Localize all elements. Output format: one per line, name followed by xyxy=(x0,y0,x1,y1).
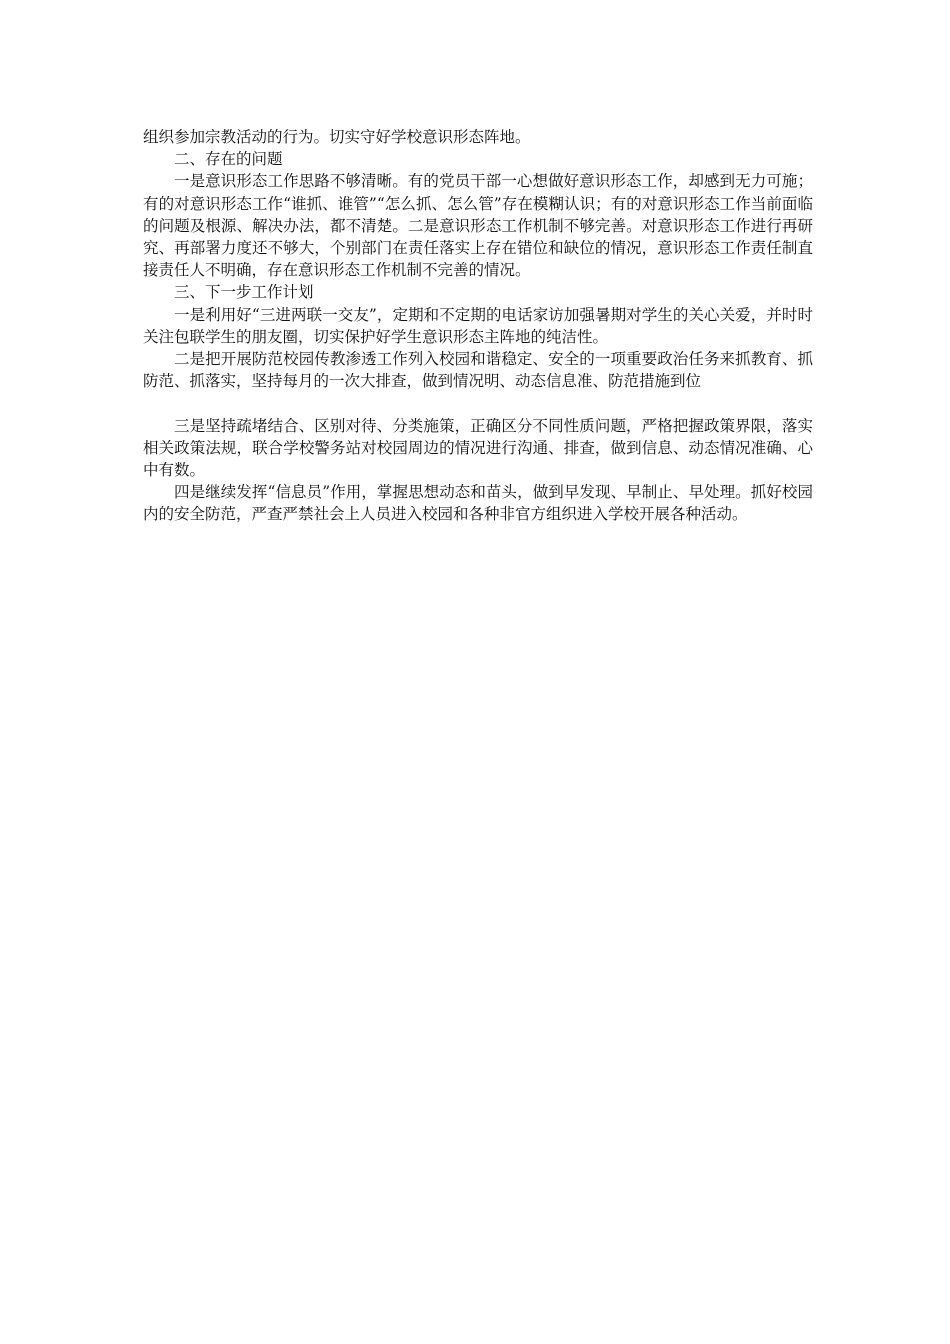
blank-line xyxy=(143,392,813,414)
paragraph-plan-3: 三是坚持疏堵结合、区别对待、分类施策，正确区分不同性质问题，严格把握政策界限，落实相关政策法规，联合学校警务站对校园周边的情况进行沟通、排查，做到信息、动态情况准确、心中有数。 xyxy=(143,416,813,480)
paragraph-plan-4: 四是继续发挥“信息员”作用，掌握思想动态和苗头，做到早发现、早制止、早处理。抓好校园内的安全防范，严查严禁社会上人员进入校园和各种非官方组织进入学校开展各种活动。 xyxy=(143,483,813,524)
section-heading-next-steps: 三、下一步工作计划 xyxy=(174,283,314,302)
paragraph-plan-2: 二是把开展防范校园传教渗透工作列入校园和谐稳定、安全的一项重要政治任务来抓教育、抓防范、抓落实，坚持每月的一次大排查，做到情况明、动态信息准、防范措施到位 xyxy=(143,350,813,391)
document-body xyxy=(143,126,813,526)
paragraph-continuation: 组织参加宗教活动的行为。切实守好学校意识形态阵地。 xyxy=(143,128,531,146)
section-heading-problems: 二、存在的问题 xyxy=(174,150,283,169)
paragraph-problems: 一是意识形态工作思路不够清晰。有的党员干部一心想做好意识形态工作，却感到无力可施；有的对意识形态工作“谁抓、谁管”“怎么抓、怎么管”存在模糊认识；有的对意识形态工作当前面临的问题及根源、解决办法，都不清楚。二是意识形态工作机制不够完善。对意识形态工作进行再研究、再部署力度还不够大，个别部门在责任落实上存在错位和缺位的情况，意识形态工作责任制直接责任人不明确，存在意识形态工作机制不完善的情况。 xyxy=(143,172,813,280)
paragraph-plan-1: 一是利用好“三进两联一交友”，定期和不定期的电话家访加强暑期对学生的关心关爱，并时时关注包联学生的朋友圈，切实保护好学生意识形态主阵地的纯洁性。 xyxy=(143,305,813,346)
